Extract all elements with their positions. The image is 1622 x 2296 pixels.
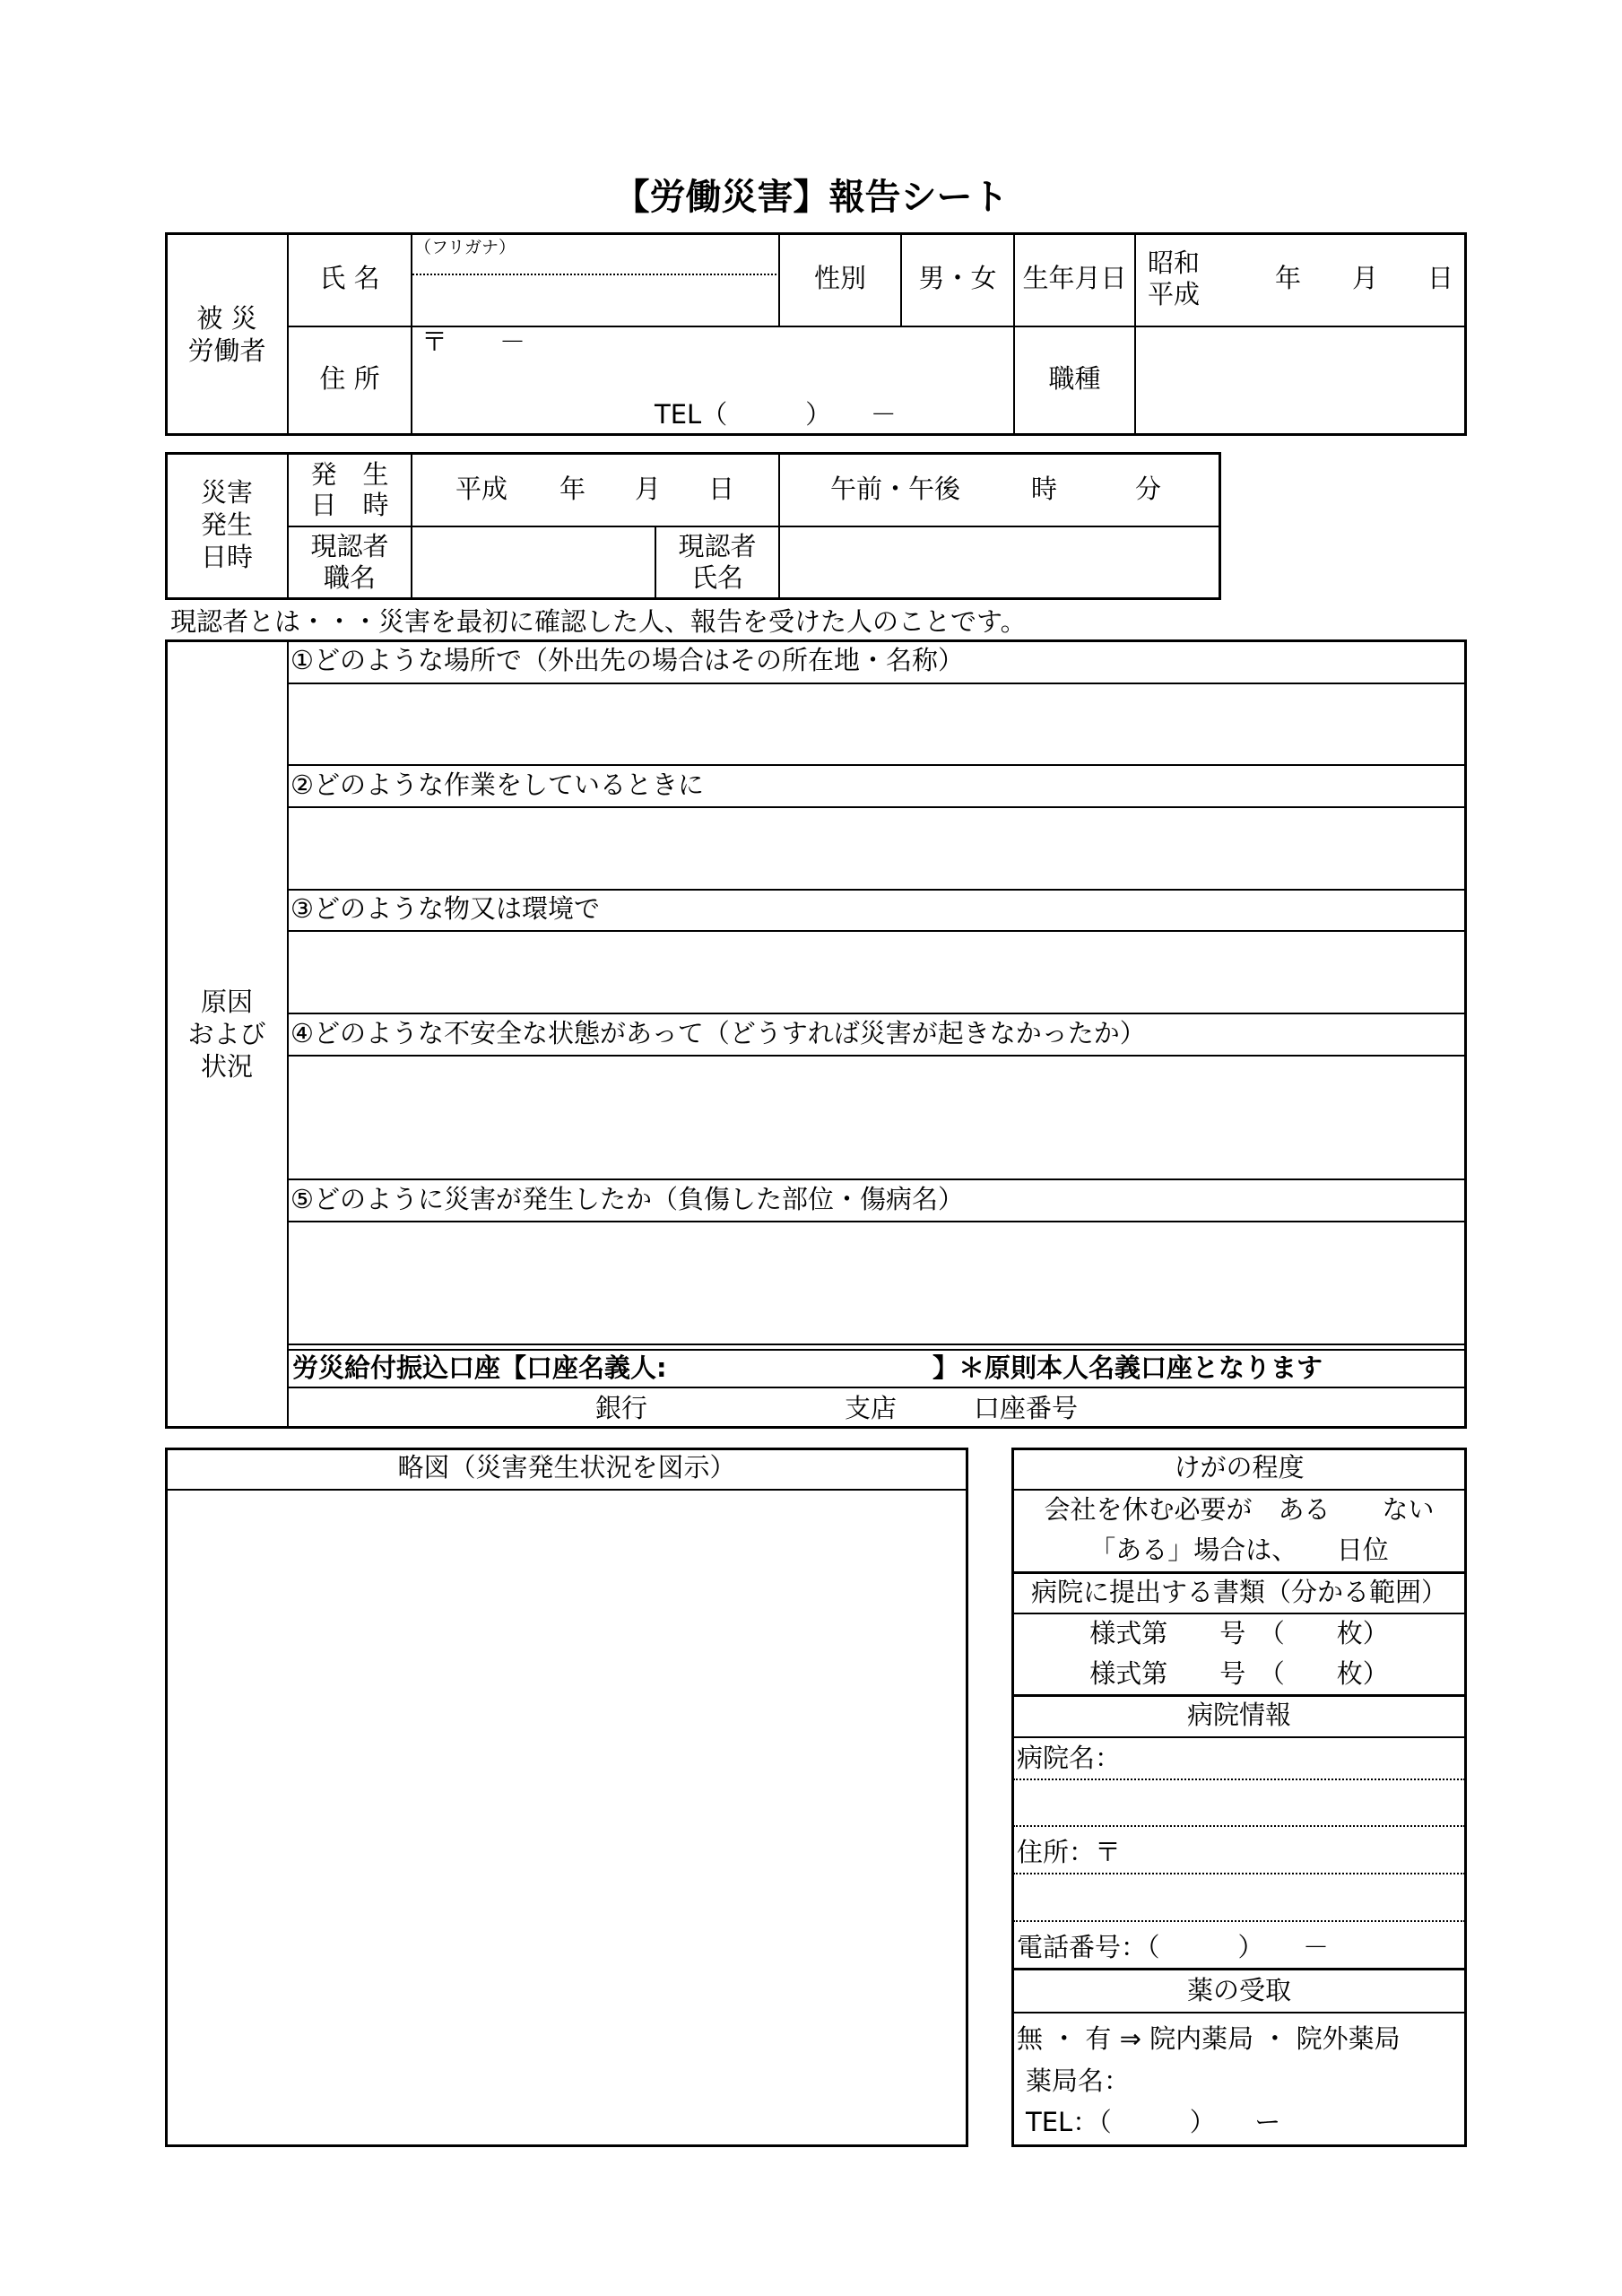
cause-label-3: 状況 [200,1051,253,1082]
address-label: 住 所 [319,363,380,394]
furigana-label: （フリガナ） [414,238,516,257]
question-3: ③どのような物又は環境で [291,893,600,924]
birthdate-label: 生年月日 [1022,263,1127,293]
era-showa[interactable]: 昭和 [1148,248,1201,278]
witness-title-label-1: 現認者 [310,531,389,561]
witness-title-input[interactable] [412,527,653,597]
account-holder-label: 労災給付振込口座【口座名義人: [292,1352,667,1383]
minute-label: 分 [1135,474,1162,504]
question-1: ①どのような場所で（外出先の場合はその所在地・名称） [291,645,964,675]
answer-4-input[interactable] [289,1057,1464,1178]
absence-days[interactable]: 「ある」場合は、 日位 [1089,1535,1389,1565]
hospital-title: 病院情報 [1186,1700,1291,1730]
occupation-label: 職種 [1048,363,1101,394]
occurrence-month-label: 月 [635,474,662,504]
account-note: 】＊原則本人名義口座となります [932,1352,1323,1383]
name-input[interactable] [412,278,776,323]
injury-title: けがの程度 [1174,1452,1305,1483]
occurrence-label-3: 日時 [200,542,253,572]
occurrence-label-1: 災害 [200,477,253,508]
cause-label-2: および [187,1019,266,1049]
sketch-title: 略図（災害発生状況を図示） [397,1452,736,1483]
witness-name-input[interactable] [780,527,1219,597]
witness-name-label-1: 現認者 [678,531,757,561]
answer-2-input[interactable] [289,809,1464,888]
question-5: ⑤どのように災害が発生したか（負傷した部位・傷病名） [291,1184,964,1214]
name-label: 氏 名 [319,263,380,293]
datetime-label-2: 日 時 [310,490,389,520]
bank-label: 銀行 [595,1393,648,1423]
hospital-address-label[interactable]: 住所：〒 [1017,1837,1122,1867]
question-2: ②どのような作業をしているときに [291,770,704,800]
ampm-options[interactable]: 午前・午後 [830,474,961,504]
era-heisei[interactable]: 平成 [1148,279,1201,309]
form-line-2[interactable]: 様式第 号 （ 枚） [1089,1658,1389,1689]
worker-tel[interactable]: TEL（ ） － [655,399,897,430]
answer-3-input[interactable] [289,933,1464,1012]
occurrence-day-label: 日 [708,474,735,504]
medicine-title: 薬の受取 [1186,1975,1291,2005]
occurrence-era: 平成 [455,474,508,504]
witness-title-label-2: 職名 [323,562,376,593]
page-title: 【労働災害】報告シート [613,177,1009,218]
hospital-name-label[interactable]: 病院名： [1017,1743,1122,1773]
account-number-label: 口座番号 [974,1393,1079,1423]
answer-5-input[interactable] [289,1223,1464,1343]
worker-section-label-2: 労働者 [187,335,266,366]
birth-month-label: 月 [1352,263,1379,293]
occurrence-label-2: 発生 [200,509,253,540]
pharmacy-tel-label[interactable]: TEL：（ ） ー [1026,2107,1281,2137]
witness-note: 現認者とは・・・災害を最初に確認した人、報告を受けた人のことです。 [170,606,1027,637]
birth-day-label: 日 [1427,263,1454,293]
birth-year-label: 年 [1275,263,1302,293]
gender-label: 性別 [813,263,866,293]
occurrence-year-label: 年 [559,474,586,504]
hospital-phone-label[interactable]: 電話番号：（ ） － [1017,1932,1330,1962]
cause-label-1: 原因 [200,987,253,1017]
gender-options[interactable]: 男・女 [918,263,997,293]
sketch-area[interactable] [168,1492,966,2144]
witness-name-label-2: 氏名 [690,562,743,593]
question-4: ④どのような不安全な状態があって（どうすれば災害が起きなかったか） [291,1018,1146,1048]
postal-code[interactable]: 〒 － [421,326,526,357]
branch-label: 支店 [845,1393,898,1423]
worker-section-label-1: 被 災 [196,303,257,334]
pharmacy-name-label[interactable]: 薬局名： [1026,2066,1131,2096]
datetime-label-1: 発 生 [310,459,389,490]
hour-label: 時 [1031,474,1058,504]
occupation-input[interactable] [1136,328,1464,433]
absence-options[interactable]: 会社を休む必要が ある ない [1044,1494,1435,1525]
form-line-1[interactable]: 様式第 号 （ 枚） [1089,1618,1389,1648]
docs-title: 病院に提出する書類（分かる範囲） [1030,1577,1447,1607]
medicine-options[interactable]: 無 ・ 有 ⇒ 院内薬局 ・ 院外薬局 [1017,2023,1401,2054]
answer-1-input[interactable] [289,685,1464,763]
